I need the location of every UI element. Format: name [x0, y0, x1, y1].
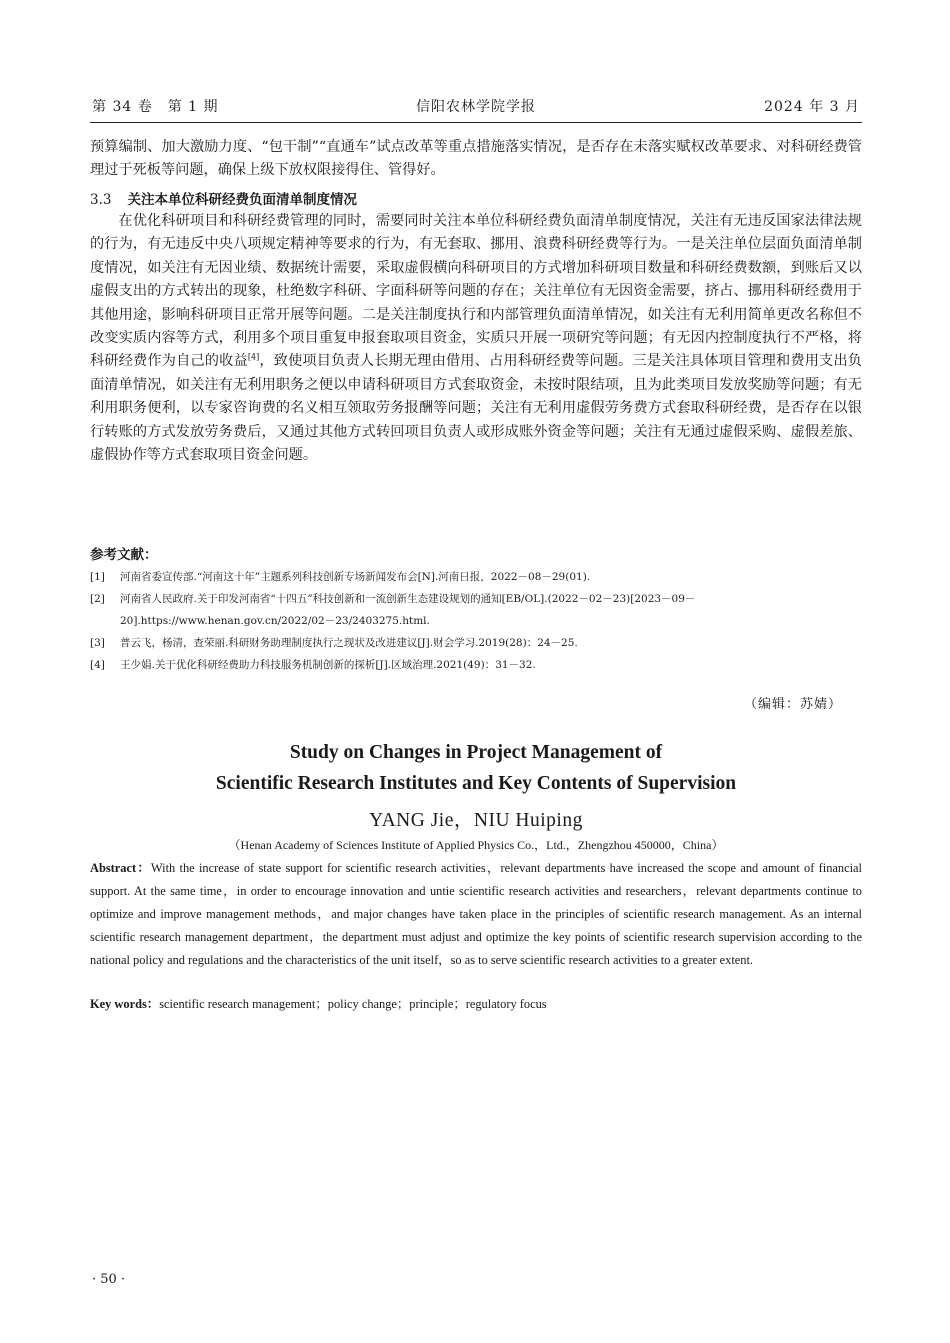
english-authors: YANG Jie，NIU Huiping: [369, 810, 583, 831]
header-rule: [90, 122, 862, 123]
paragraph-text-a: 在优化科研项目和科研经费管理的同时，需要同时关注本单位科研经费负面清单制度情况，关注有无违反国家法律法规的行为，有无违反中央八项规定精神等要求的行为，有无套取、挪用、浪费科研经费等行为。一是关注单位层面负面清单制度情况，如关注有无因业绩、数据统计需要，采取虚假横向科研项目的方式增加科研项目数量和科研经费数额，到账后又以虚假支出的方式转出的现象，杜绝数字科研、字面科研等问题的存在；关注单位有无因资金需要，挤占、挪用科研经费用于其他用途，影响科研项目正常开展等问题。二是关注制度执行和内部管理负面清单情况，如关注有无利用简单更改名称但不改变实质内容等方式，利用多个项目重复申报套取项目资金，实质只开展一项研究等问题；有无因内控制度执行不严格，将科研经费作为自己的收益: [90, 213, 862, 370]
reference-index: [4]: [90, 659, 105, 671]
reference-item: [90, 566, 862, 588]
reference-text: 河南省人民政府.关于印发河南省“十四五”科技创新和一流创新生态建设规划的通知[EB/OL].(2022－02－23)[2023－09－20].https://www.henan.gov.cn/2022/02－23/2403275.html.: [120, 593, 696, 627]
english-title-line2: Scientific Research Institutes and Key Contents of Supervision: [215, 773, 737, 794]
abstract-text: With the increase of state support for scientific research activities，relevant departments have increased the scope and amount of financial support. At the same time，in order to encourage innovation and untie scientific research activities and researchers，relevant departments continue to optimize and improve management methods，and major changes have taken place in the principles of scientific research management. As an internal scientific research management department，the department must adjust and optimize the key points of scientific research supervision according to the national policy and regulations and the characteristics of the unit itself，so as to serve scientific research activities to a greater extent.: [90, 861, 862, 967]
paragraph-continued: 预算编制、加大激励力度、“包干制”“直通车”试点改革等重点措施落实情况，是否存在未落实赋权改革要求、对科研经费管理过于死板等问题，确保上级下放权限接得住、管得好。: [90, 139, 862, 179]
section-heading: [90, 188, 357, 208]
paragraph-text-b: ，致使项目负责人长期无理由借用、占用科研经费等问题。三是关注具体项目管理和费用支出负面清单情况，如关注有无利用职务之便以申请科研项目方式套取资金，未按时限结项，且为此类项目发放奖励等问题；有无利用职务便利，以专家咨询费的名义相互领取劳务报酬等问题；关注有无利用虚假劳务费方式套取科研经费，是否存在以银行转账的方式发放劳务费后，又通过其他方式转回项目负责人或形成账外资金等问题；关注有无通过虚假采购、虚假差旅、虚假协作等方式套取项目资金问题。: [90, 353, 862, 464]
editor-note: （编辑：苏婧）: [743, 697, 842, 712]
page-number: · 50 ·: [92, 1272, 126, 1287]
english-abstract: [90, 857, 862, 972]
citation-superscript: [4]: [247, 352, 260, 362]
header-volume: 第 34 卷 第 1 期: [92, 99, 219, 115]
section-title: 关注本单位科研经费负面清单制度情况: [127, 192, 357, 208]
reference-text: 普云飞，杨清，查荣丽.科研财务助理制度执行之现状及改进建议[J].财会学习.2019(28)：24－25.: [120, 637, 578, 649]
reference-index: [1]: [90, 571, 105, 583]
reference-item: [90, 654, 862, 676]
references-list: [90, 566, 862, 676]
reference-text: 王少娟.关于优化科研经费助力科技服务机制创新的探析[J].区域治理.2021(49)：31－32.: [120, 659, 536, 671]
reference-index: [2]: [90, 593, 105, 605]
reference-text: 河南省委宣传部.“河南这十年”主题系列科技创新专场新闻发布会[N].河南日报，2022－08－29(01).: [120, 571, 591, 583]
header-journal-title: 信阳农林学院学报: [416, 99, 536, 115]
running-header: [92, 96, 860, 118]
english-title-line1: Study on Changes in Project Management of: [289, 742, 663, 763]
reference-item: [90, 632, 862, 654]
english-keywords: [90, 993, 862, 1015]
abstract-label: Abstract：: [90, 861, 151, 875]
keywords-label: Key words：: [90, 997, 160, 1011]
reference-item: [90, 588, 862, 632]
references-heading: 参考文献：: [90, 547, 158, 563]
reference-index: [3]: [90, 637, 105, 649]
header-date: 2024 年 3 月: [764, 99, 860, 115]
english-affiliation: （Henan Academy of Sciences Institute of Applied Physics Co.，Ltd.，Zhengzhou 450000，China）: [228, 838, 724, 852]
keywords-text: scientific research management；policy change；principle；regulatory focus: [159, 997, 547, 1011]
section-number: 3.3: [90, 192, 112, 208]
paragraph-body: [90, 210, 862, 467]
